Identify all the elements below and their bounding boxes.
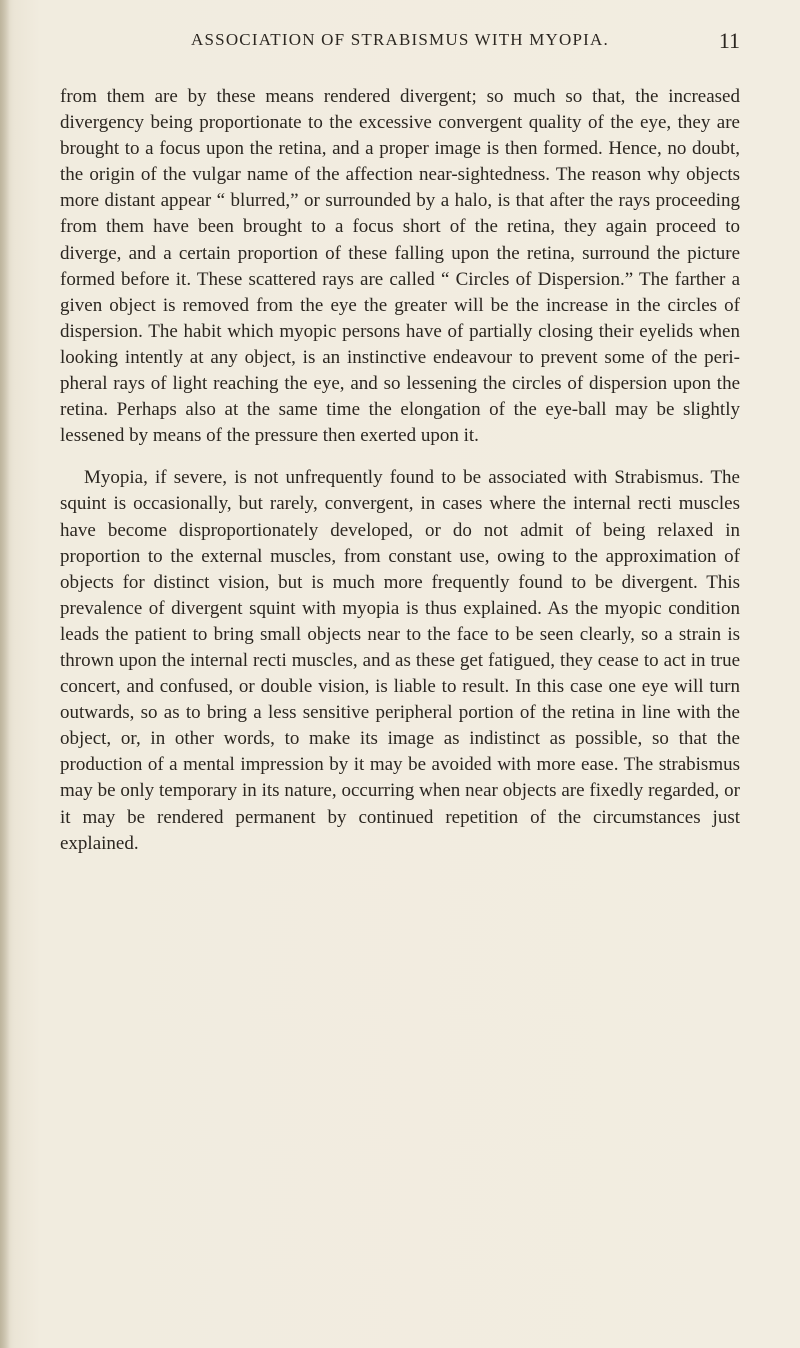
body-text — [60, 84, 740, 857]
paragraph-2: Myopia, if severe, is not unfrequently found to be associated with Strabismus. The squint is occasionally, but rarely, convergent, in cases where the internal recti muscles have become disproportionately developed, or do not admit of being relaxed in proportion to the external muscles, from constant use, owing to the approximation of objects for distinct vision, but is much more frequently found to be divergent. This prevalence of divergent squint with myopia is thus explained. As the myopic condition leads the patient to bring small objects near to the face to be seen clearly, so a strain is thrown upon the internal recti muscles, and as these get fatigued, they cease to act in true concert, and confused, or double vision, is liable to result. In this case one eye will turn outwards, so as to bring a less sensitive peripheral portion of the retina in line with the object, or, in other words, to make its image as indistinct as possible, so that the production of a mental impression by it may be avoided with more ease. The strabismus may be only temporary in its nature, occurring when near objects are fixedly regarded, or it may be rendered permanent by continued repetition of the circumstances just explained. — [60, 467, 740, 854]
page-header — [60, 30, 740, 58]
paragraph-1: from them are by these means rendered divergent; so much so that, the increased divergency being proportionate to the excessive convergent quality of the eye, they are brought to a focus upon the retina, and a proper image is then formed. Hence, no doubt, the origin of the vulgar name of the affection near-sightedness. The reason why objects more distant appear “ blurred,” or surrounded by a halo, is that after the rays proceeding from them have been brought to a focus short of the retina, they again proceed to diverge, and a certain proportion of these falling upon the retina, surround the picture formed before it. These scattered rays are called “ Circles of Dispersion.” The farther a given object is removed from the eye the greater will be the increase in the circles of dispersion. The habit which myopic persons have of partially closing their eyelids when looking intently at any object, is an instinctive endeavour to prevent some of the peripheral rays of light reaching the eye, and so lessening the circles of dispersion upon the retina. Perhaps also at the same time the elongation of the eye-ball may be slightly lessened by means of the pressure then exerted upon it. — [60, 86, 740, 447]
running-title: ASSOCIATION OF STRABISMUS WITH MYOPIA. — [191, 30, 609, 49]
spine-shadow — [0, 0, 10, 1348]
page-number: 11 — [718, 28, 740, 53]
